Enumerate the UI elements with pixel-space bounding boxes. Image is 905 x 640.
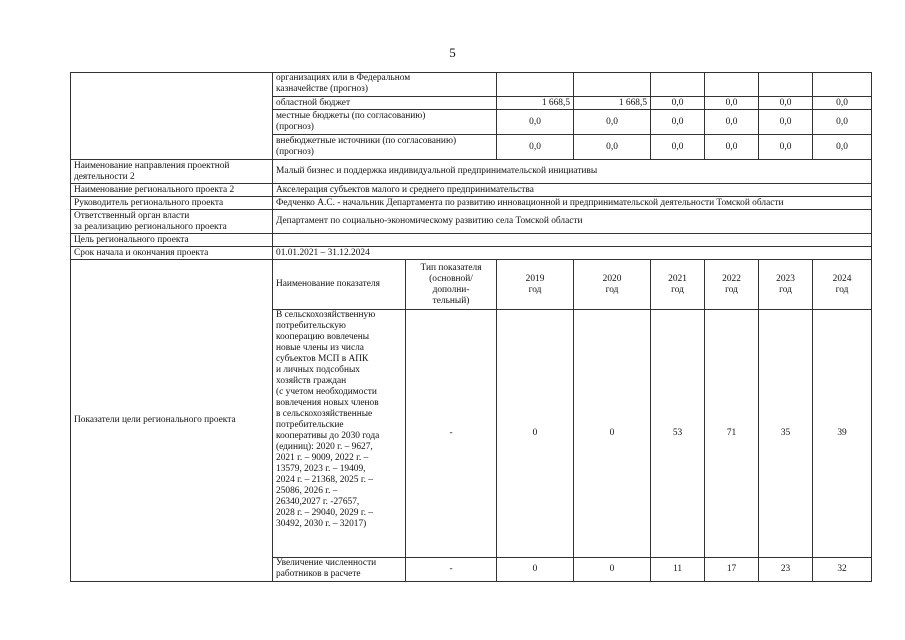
- budget-value: 0,0: [813, 110, 872, 135]
- budget-value: [705, 73, 759, 97]
- budget-value: 0,0: [651, 135, 705, 160]
- info-row: [71, 247, 872, 260]
- year-header: 2021 год: [651, 260, 705, 310]
- budget-value: [574, 73, 651, 97]
- budget-value: 1 668,5: [497, 97, 574, 110]
- indicator-value: 0: [574, 558, 651, 582]
- indicator-name-header: Наименование показателя: [273, 260, 406, 310]
- year-header: 2019 год: [497, 260, 574, 310]
- budget-row: [71, 73, 872, 97]
- indicator-value: 0: [497, 310, 574, 558]
- indicator-value: 23: [759, 558, 813, 582]
- info-row: [71, 197, 872, 210]
- indicator-value: 39: [813, 310, 872, 558]
- info-value: 01.01.2021 – 31.12.2024: [273, 247, 872, 260]
- indicator-name: Увеличение численности работников в расчете: [273, 558, 406, 582]
- budget-value: 0,0: [574, 135, 651, 160]
- indicator-value: 0: [497, 558, 574, 582]
- indicator-type: -: [406, 558, 497, 582]
- budget-value: [497, 73, 574, 97]
- info-row: [71, 160, 872, 184]
- indicator-value: 0: [574, 310, 651, 558]
- info-label: Ответственный орган власти за реализацию регионального проекта: [71, 210, 273, 234]
- info-value: Департамент по социально-экономическому развитию села Томской области: [273, 210, 872, 234]
- budget-value: [813, 73, 872, 97]
- budget-value: 0,0: [497, 135, 574, 160]
- info-label: Наименование направления проектной деятельности 2: [71, 160, 273, 184]
- indicator-header-row: [71, 260, 872, 310]
- budget-label: организациях или в Федеральном казначействе (прогноз): [273, 73, 497, 97]
- info-row: [71, 234, 872, 247]
- budget-value: 0,0: [759, 97, 813, 110]
- year-header: 2020 год: [574, 260, 651, 310]
- budget-value: [759, 73, 813, 97]
- indicator-value: 11: [651, 558, 705, 582]
- budget-value: 0,0: [705, 110, 759, 135]
- budget-value: 0,0: [705, 135, 759, 160]
- budget-value: 0,0: [651, 97, 705, 110]
- budget-value: [651, 73, 705, 97]
- empty-cell: [71, 73, 273, 160]
- info-value: Акселерация субъектов малого и среднего предпринимательства: [273, 184, 872, 197]
- info-label: Руководитель регионального проекта: [71, 197, 273, 210]
- indicator-type-header: Тип показателя (основной/ дополни- тельный): [406, 260, 497, 310]
- info-label: Срок начала и окончания проекта: [71, 247, 273, 260]
- indicator-type: -: [406, 310, 497, 558]
- indicator-value: 32: [813, 558, 872, 582]
- budget-value: 0,0: [759, 110, 813, 135]
- budget-value: 0,0: [813, 97, 872, 110]
- year-header: 2022 год: [705, 260, 759, 310]
- year-header: 2024 год: [813, 260, 872, 310]
- info-label: Наименование регионального проекта 2: [71, 184, 273, 197]
- info-row: [71, 184, 872, 197]
- budget-value: 1 668,5: [574, 97, 651, 110]
- info-value: Малый бизнес и поддержка индивидуальной предпринимательской инициативы: [273, 160, 872, 184]
- year-header: 2023 год: [759, 260, 813, 310]
- indicator-value: 53: [651, 310, 705, 558]
- budget-value: 0,0: [759, 135, 813, 160]
- budget-value: 0,0: [497, 110, 574, 135]
- budget-label: областной бюджет: [273, 97, 497, 110]
- budget-label: местные бюджеты (по согласованию) (прогноз): [273, 110, 497, 135]
- indicator-value: 71: [705, 310, 759, 558]
- indicator-value: 17: [705, 558, 759, 582]
- indicators-section-label: Показатели цели регионального проекта: [71, 260, 273, 582]
- info-label: Цель регионального проекта: [71, 234, 273, 247]
- budget-value: 0,0: [651, 110, 705, 135]
- info-row: [71, 210, 872, 234]
- project-table: [70, 72, 872, 582]
- budget-label: внебюджетные источники (по согласованию) (прогноз): [273, 135, 497, 160]
- budget-value: 0,0: [574, 110, 651, 135]
- indicator-name: В сельскохозяйственную потребительскую кооперацию вовлечены новые члены из числа субъектов МСП в АПК и личных подсобных хозяйств граждан (с учетом необходимости вовлечения новых членов в сельскохозяйственные потребительские кооперативы до 2030 года (единиц): 2020 г. – 9627, 2021 г. – 9009, 2022 г. – 13579, 2023 г. – 19409, 2024 г. – 21368, 2025 г. – 25086, 2026 г. – 26340,2027 г. -27657, 2028 г. – 29040, 2029 г. – 30492, 2030 г. – 32017): [273, 310, 406, 558]
- info-value: Федченко А.С. - начальник Департамента по развитию инновационной и предпринимательской деятельности Томской области: [273, 197, 872, 210]
- info-value: [273, 234, 872, 247]
- budget-value: 0,0: [813, 135, 872, 160]
- indicator-value: 35: [759, 310, 813, 558]
- page-number: 5: [449, 45, 456, 60]
- budget-value: 0,0: [705, 97, 759, 110]
